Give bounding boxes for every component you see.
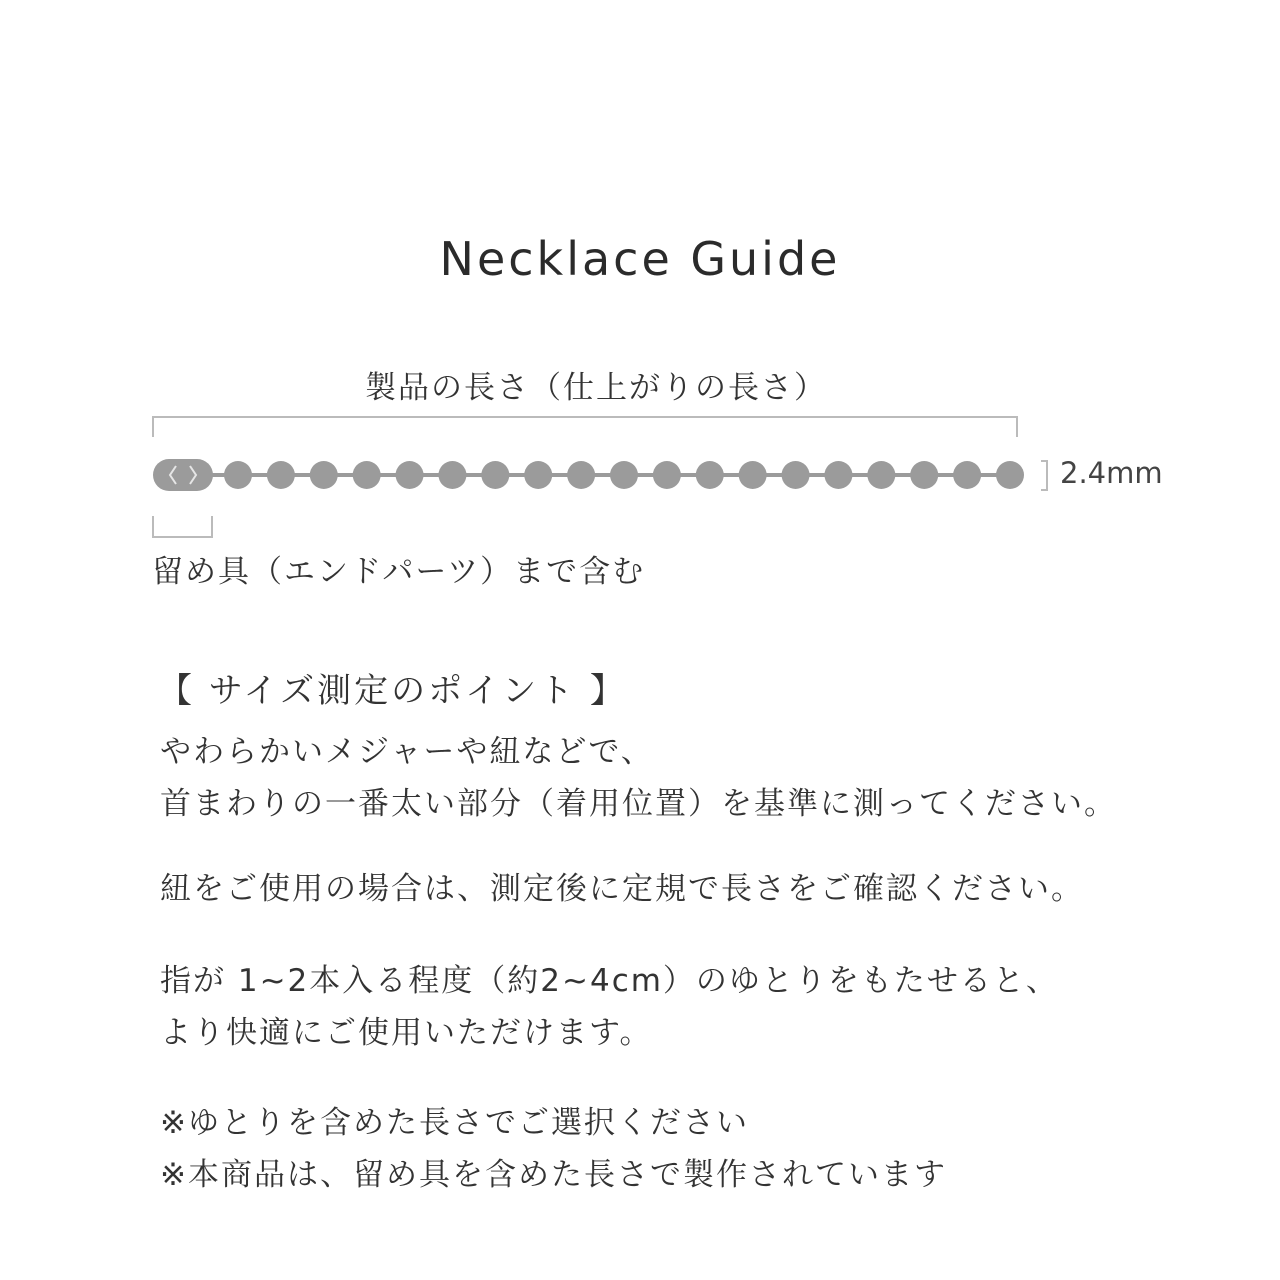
chain-bead	[824, 461, 852, 489]
clasp-note-label: 留め具（エンドパーツ）まで含む	[152, 554, 646, 590]
chain-bead	[224, 461, 252, 489]
chain-bead	[867, 461, 895, 489]
end-clasp	[153, 459, 213, 491]
chain-bead	[653, 461, 681, 489]
text-line: より快適にご使用いただけます。	[160, 1015, 653, 1051]
chain-bead	[739, 461, 767, 489]
string-instructions	[160, 863, 1084, 915]
notes	[160, 1097, 947, 1201]
chain-bead	[353, 461, 381, 489]
page-title: Necklace Guide	[439, 232, 841, 286]
chain-bead	[910, 461, 938, 489]
chain-bead	[953, 461, 981, 489]
chain-bead	[396, 461, 424, 489]
chain-bead	[481, 461, 509, 489]
chain-bead	[310, 461, 338, 489]
note-line: ※ゆとりを含めた長さでご選択ください	[160, 1105, 749, 1141]
measurement-points-heading: 【 サイズ測定のポイント 】	[158, 671, 627, 711]
text-line: 首まわりの一番太い部分（着用位置）を基準に測ってください。	[160, 786, 1117, 822]
text-line: 指が 1~2本入る程度（約2~4cm）のゆとりをもたせると、	[160, 963, 1059, 999]
chain-bead	[696, 461, 724, 489]
ball-chain	[153, 459, 1024, 491]
measure-instructions	[160, 726, 1117, 830]
clasp-bracket	[153, 516, 212, 537]
chain-bead	[996, 461, 1024, 489]
chain-bead	[782, 461, 810, 489]
chain-bead	[267, 461, 295, 489]
text-line: やわらかいメジャーや紐などで、	[160, 734, 654, 770]
product-length-label: 製品の長さ（仕上がりの長さ）	[365, 370, 827, 406]
text-line: 紐をご使用の場合は、測定後に定規で長さをご確認ください。	[160, 871, 1084, 907]
chain-bead	[524, 461, 552, 489]
note-line: ※本商品は、留め具を含めた長さで製作されています	[160, 1157, 947, 1193]
chain-bead	[610, 461, 638, 489]
thickness-bracket	[1041, 461, 1047, 490]
allowance-instructions	[160, 955, 1059, 1059]
chain-thickness-label: 2.4mm	[1060, 456, 1163, 490]
length-bracket	[153, 417, 1017, 437]
chain-bead	[567, 461, 595, 489]
chain-bead	[438, 461, 466, 489]
